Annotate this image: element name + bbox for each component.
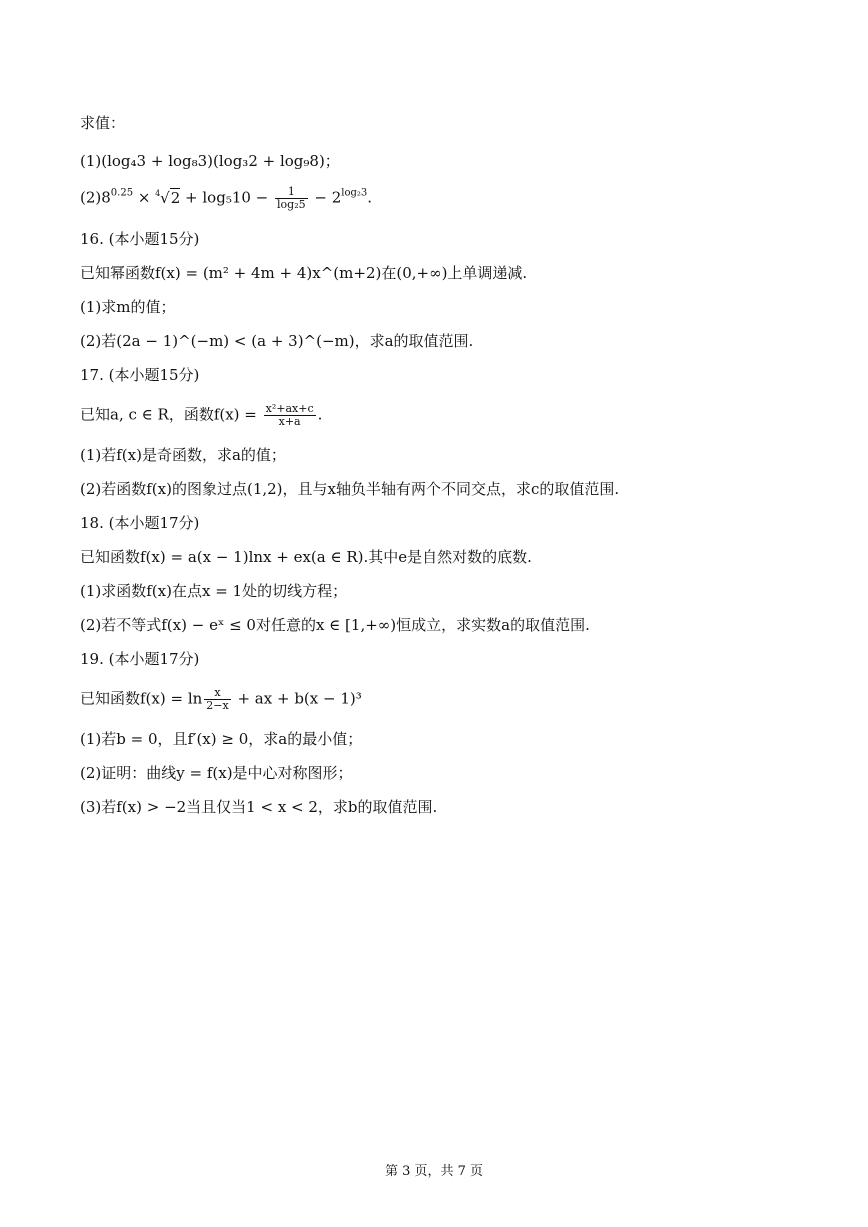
- q17-title: 17. (本小题15分): [80, 366, 200, 384]
- q18-part1: (1)求函数f(x)在点x = 1处的切线方程；: [80, 582, 348, 600]
- q19-stem: [80, 687, 362, 712]
- fraction-denominator: 2−x: [206, 699, 229, 712]
- root-index: 4: [155, 188, 161, 198]
- q15-fraction: [275, 186, 308, 211]
- q17-fraction: [264, 403, 316, 428]
- q18-part2: (2)若不等式f(x) − eˣ ≤ 0对任意的x ∈ [1,+∞)恒成立，求实数a的取值范围.: [80, 616, 590, 634]
- q16-title: 16. (本小题15分): [80, 230, 200, 248]
- q19-stem-end: + ax + b(x − 1)³: [232, 689, 362, 708]
- q16-stem: 已知幂函数f(x) = (m² + 4m + 4)x^(m+2)在(0,+∞)上单调递减.: [80, 264, 528, 282]
- page-footer: 第 3 页，共 7 页: [384, 1164, 484, 1179]
- q19-fraction: [204, 687, 230, 712]
- fraction-denominator: log₂5: [277, 198, 306, 211]
- q15-part1: (1)(log₄3 + log₈3)(log₃2 + log₉8)；: [80, 152, 340, 170]
- q17-stem: [80, 403, 322, 428]
- q15-part2: [80, 186, 372, 211]
- q15-part2-after: + log₅10 −: [180, 188, 274, 207]
- q17-part2: (2)若函数f(x)的图象过点(1,2)，且与x轴负半轴有两个不同交点，求c的取值范围.: [80, 480, 620, 498]
- q19-part3: (3)若f(x) > −2当且仅当1 < x < 2，求b的取值范围.: [80, 798, 438, 816]
- fraction-numerator: 1: [275, 186, 308, 199]
- intro-text: 求值：: [80, 114, 126, 132]
- q15-part2-exp: 0.25: [110, 187, 134, 199]
- fraction-numerator: x: [204, 687, 230, 700]
- q15-part2-end: .: [367, 188, 373, 207]
- q15-part2-tail: − 2: [309, 188, 342, 207]
- q15-part2-prefix: (2)8: [80, 188, 111, 207]
- q19-stem-prefix: 已知函数f(x) = ln: [80, 689, 203, 708]
- q19-part2: (2)证明：曲线y = f(x)是中心对称图形；: [80, 764, 353, 782]
- fraction-denominator: x+a: [278, 415, 301, 428]
- root-argument: 2: [170, 188, 181, 207]
- q16-part1: (1)求m的值；: [80, 298, 176, 316]
- q19-part1: (1)若b = 0，且f′(x) ≥ 0，求a的最小值；: [80, 730, 363, 748]
- q18-title: 18. (本小题17分): [80, 514, 200, 532]
- q18-stem: 已知函数f(x) = a(x − 1)lnx + ex(a ∈ R).其中e是自然对数的底数.: [80, 548, 532, 566]
- q17-stem-end: .: [317, 405, 323, 424]
- q16-part2: (2)若(2a − 1)^(−m) < (a + 3)^(−m)，求a的取值范围.: [80, 332, 474, 350]
- q15-part2-tail-exp: log₂3: [341, 187, 368, 199]
- q17-part1: (1)若f(x)是奇函数，求a的值；: [80, 446, 286, 464]
- q17-stem-prefix: 已知a, c ∈ R，函数f(x) =: [80, 405, 262, 424]
- q19-title: 19. (本小题17分): [80, 650, 200, 668]
- q15-part2-mid: ×: [133, 188, 156, 207]
- fourth-root: 4 √2: [155, 188, 180, 208]
- fraction-numerator: x²+ax+c: [265, 402, 314, 415]
